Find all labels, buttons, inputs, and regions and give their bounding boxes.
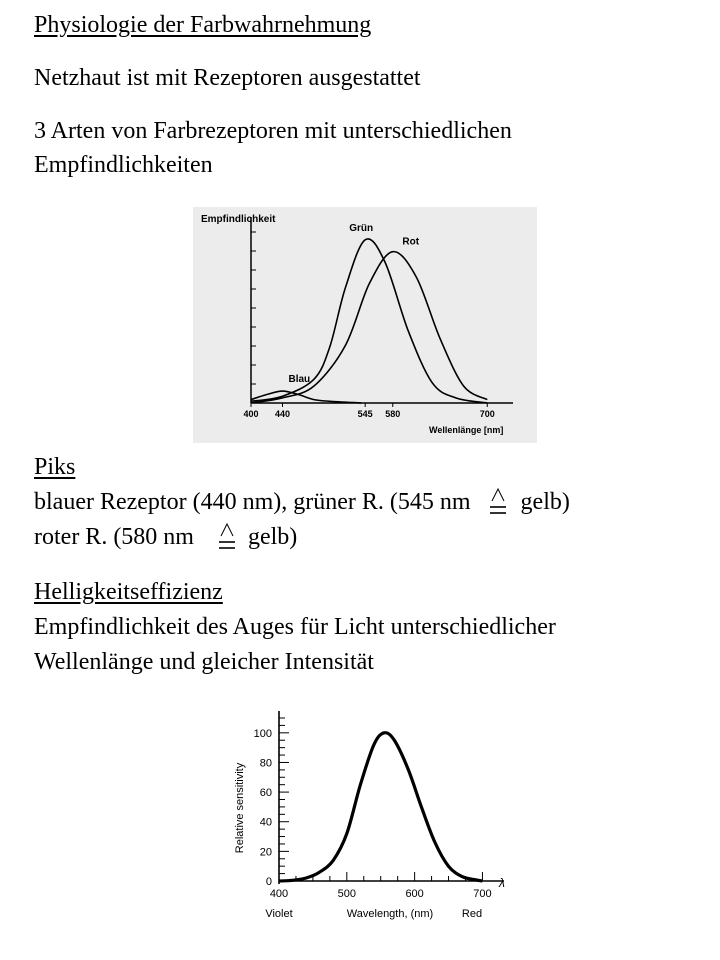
peaks-line1-text: blauer Rezeptor (440 nm), grüner R. (545 nm <box>34 489 471 515</box>
chart1-x-tick-label: 580 <box>385 409 401 419</box>
receptor-types-line1: 3 Arten von Farbrezeptoren mit unterschiedlichen <box>34 118 512 144</box>
chart2-violet-label: Violet <box>265 908 293 920</box>
chart1-xlabel: Wellenlänge [nm] <box>429 425 504 435</box>
cone-sensitivity-svg <box>193 207 537 443</box>
chart2-x-tick-label: 400 <box>269 888 289 900</box>
peaks-line1-yellow: gelb) <box>520 489 570 515</box>
cone-sensitivity-chart <box>193 207 537 443</box>
chart2-x-tick-label: 700 <box>473 888 492 900</box>
chart2-sensitivity-curve <box>279 733 482 881</box>
peaks-line2-text: roter R. (580 nm <box>34 524 194 550</box>
chart1-curve-2 <box>251 252 487 403</box>
chart2-ylabel: Relative sensitivity <box>234 762 246 854</box>
peaks-line2 <box>34 522 297 553</box>
chart1-x-tick-label: 400 <box>243 409 259 419</box>
corresponds-to-icon <box>485 488 511 518</box>
chart2-x-tick-label: 600 <box>405 888 424 900</box>
chart1-series-label: Rot <box>402 236 420 248</box>
page-title: Physiologie der Farbwahrnehmung <box>34 12 372 38</box>
corresponds-to-icon <box>214 523 240 553</box>
chart2-xlabel: Wavelength, (nm) <box>346 908 434 920</box>
luminosity-chart <box>228 703 518 925</box>
chart2-red-label: Red <box>461 908 483 920</box>
peaks-line1 <box>34 487 570 518</box>
peaks-line2-yellow: gelb) <box>247 524 298 550</box>
chart2-y-tick-label: 80 <box>259 757 272 770</box>
brightness-line1: Empfindlichkeit des Auges für Licht unterschiedlicher <box>34 614 556 640</box>
brightness-line2: Wellenlänge und gleicher Intensität <box>34 649 374 675</box>
receptor-types-line2: Empfindlichkeiten <box>34 152 213 178</box>
retina-statement: Netzhaut ist mit Rezeptoren ausgestattet <box>34 65 421 91</box>
lambda-symbol: λ <box>499 876 505 890</box>
chart2-y-tick-label: 0 <box>265 876 272 888</box>
chart1-curve-1 <box>251 236 487 403</box>
luminosity-svg <box>228 703 518 925</box>
chart1-ylabel: Empfindlichkeit <box>201 214 276 225</box>
chart1-x-tick-label: 440 <box>274 409 291 419</box>
chart2-y-tick-label: 60 <box>259 787 272 800</box>
brightness-heading: Helligkeitseffizienz <box>34 579 223 605</box>
chart1-series-label: Grün <box>349 222 374 234</box>
chart1-x-tick-label: 545 <box>357 409 373 419</box>
chart2-y-tick-label: 100 <box>253 727 272 740</box>
chart1-series-label: Blau <box>288 374 311 386</box>
chart2-x-tick-label: 500 <box>337 888 356 900</box>
chart2-y-tick-label: 40 <box>259 816 272 829</box>
chart2-y-tick-label: 20 <box>259 846 272 859</box>
chart1-x-tick-label: 700 <box>479 409 495 419</box>
peaks-heading: Piks <box>34 454 76 480</box>
